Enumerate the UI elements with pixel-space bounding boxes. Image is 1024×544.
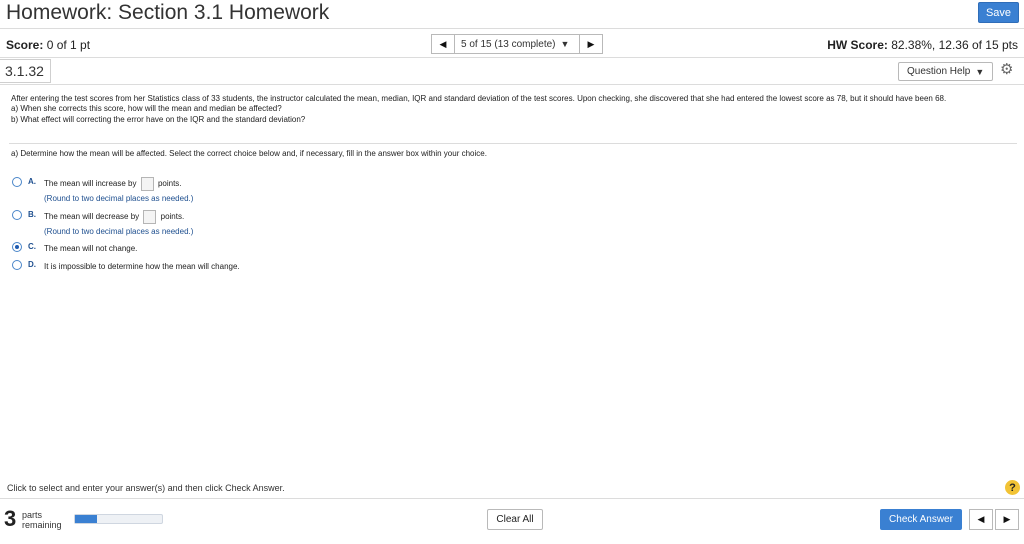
radio-choice-d[interactable]	[12, 260, 22, 270]
page-title: Homework: Section 3.1 Homework	[6, 1, 330, 24]
footer-instruction: Click to select and enter your answer(s) and then click Check Answer.	[7, 483, 285, 493]
choice-text: The mean will decrease by	[44, 212, 140, 222]
divider	[9, 143, 1017, 144]
divider	[0, 57, 1024, 58]
choice-letter: A.	[28, 177, 36, 186]
choice-letter: B.	[28, 210, 36, 219]
choice-letter: D.	[28, 260, 36, 269]
choice-a[interactable]	[12, 177, 193, 205]
triangle-left-icon: ◀	[977, 514, 985, 524]
divider	[0, 28, 1024, 29]
triangle-right-icon: ▶	[587, 38, 595, 49]
question-navigator	[431, 34, 603, 54]
choice-text: It is impossible to determine how the mean will change.	[44, 262, 240, 271]
radio-choice-a[interactable]	[12, 177, 22, 187]
choice-d[interactable]	[12, 260, 240, 273]
question-paragraph: After entering the test scores from her Statistics class of 33 students, the instructor calculated the mean, median, IQR and standard deviation of the test scores. Upon checking, she discovered that she had entered the lowest score as 78, but it should have been 68.	[11, 94, 947, 103]
parts-label-line: remaining	[22, 520, 62, 530]
question-part-a: a) When she corrects this score, how will the mean and median be affected?	[11, 104, 282, 114]
parts-remaining-label	[22, 510, 62, 530]
choice-letter: C.	[28, 242, 36, 251]
answer-input-b[interactable]	[143, 210, 156, 224]
hw-score	[827, 38, 1018, 52]
radio-choice-c-selected[interactable]	[12, 242, 22, 252]
save-button[interactable]: Save	[978, 2, 1019, 23]
radio-choice-b[interactable]	[12, 210, 22, 220]
question-position: 5 of 15 (13 complete)	[461, 38, 556, 50]
clear-all-button[interactable]: Clear All	[487, 509, 543, 530]
next-button[interactable]	[995, 509, 1019, 530]
choice-text: points.	[160, 212, 185, 222]
progress-fill	[75, 515, 97, 523]
question-number: 3.1.32	[0, 59, 51, 83]
rounding-hint: (Round to two decimal places as needed.)	[44, 194, 194, 203]
previous-question-button[interactable]	[431, 34, 455, 54]
divider	[0, 84, 1024, 85]
choice-text: The mean will not change.	[44, 244, 138, 253]
help-icon[interactable]: ?	[1005, 480, 1020, 495]
triangle-left-icon: ◀	[439, 38, 447, 49]
score-value: 0 of 1 pt	[46, 38, 91, 52]
divider	[0, 498, 1024, 499]
rounding-hint: (Round to two decimal places as needed.)	[44, 227, 194, 236]
choice-b[interactable]	[12, 210, 193, 238]
progress-bar	[74, 514, 163, 524]
triangle-right-icon: ▶	[1003, 514, 1011, 524]
question-select[interactable]	[455, 34, 579, 54]
score-label: Score:	[6, 38, 44, 52]
triangle-down-icon: ▼	[560, 39, 570, 49]
hw-score-label: HW Score:	[827, 38, 888, 52]
previous-button[interactable]	[969, 509, 993, 530]
question-help-button[interactable]	[898, 62, 993, 81]
choice-text: The mean will increase by	[44, 179, 137, 189]
question-text	[11, 94, 1011, 125]
check-answer-button[interactable]: Check Answer	[880, 509, 962, 530]
score	[6, 38, 90, 52]
hw-score-value: 82.38%, 12.36 of 15 pts	[891, 38, 1018, 52]
next-question-button[interactable]	[579, 34, 603, 54]
parts-label-line: parts	[22, 510, 43, 520]
question-part-b: b) What effect will correcting the error have on the IQR and the standard deviation?	[11, 114, 306, 124]
parts-remaining-count: 3	[4, 506, 17, 531]
part-prompt: a) Determine how the mean will be affected. Select the correct choice below and, if necessary, fill in the answer box within your choice.	[11, 149, 487, 158]
question-help-label: Question Help	[907, 66, 971, 77]
choice-c[interactable]	[12, 242, 137, 255]
choice-text: points.	[157, 179, 182, 189]
answer-input-a[interactable]	[141, 177, 154, 191]
triangle-down-icon: ▼	[975, 66, 985, 77]
gear-icon[interactable]: ⚙	[1000, 61, 1014, 78]
